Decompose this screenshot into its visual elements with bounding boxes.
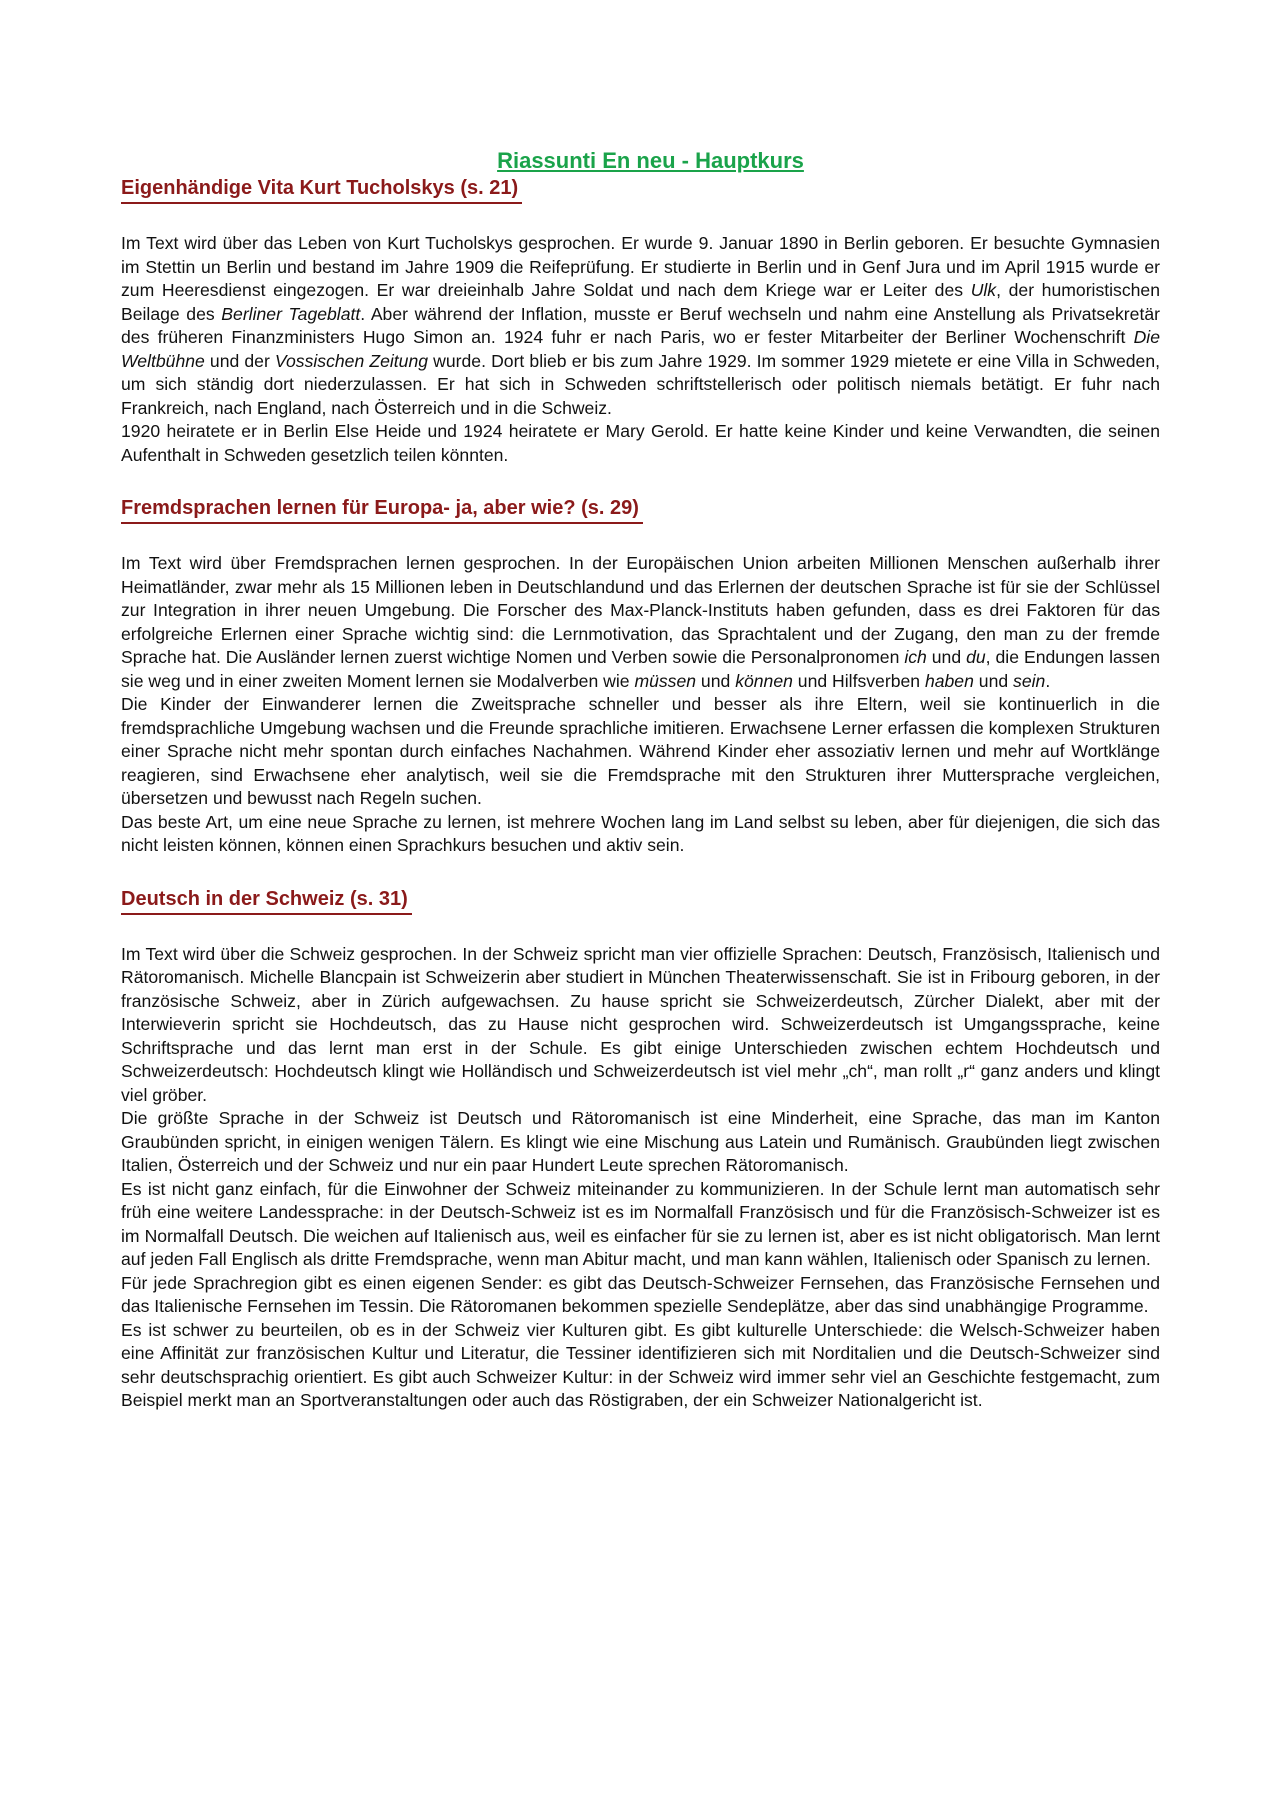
text-run: Die Kinder der Einwanderer lernen die Zweitsprache schneller und besser als ihre Eltern, weil sie kontinuerlich in die fremdsprachliche Umgebung wachsen und die Freunde sprachliche imitieren. Erwachsene Lerner erfassen die komplexen Strukturen einer Sprache nicht mehr spontan durch einfaches Nachahmen. Während Kinder eher assoziativ lernen und mehr auf Wortklänge reagieren, sind Erwachsene eher analytisch, weil sie die Fremdsprache mit den Strukturen ihrer Muttersprache vergleichen, übersetzen und bewusst nach Regeln suchen. (121, 694, 1160, 808)
section-fremdsprachen (121, 494, 1160, 858)
italic-text: Vossischen Zeitung (274, 350, 429, 371)
text-run: wurde. Dort blieb er bis zum Jahre 1929. Im sommer 1929 mietete er eine Villa in Schweden, um sich ständig dort niederzulassen. Er hat sich in Schweden schriftstellerisch oder politisch niemals betätigt. Er fuhr nach Frankreich, nach England, nach Österreich und in die Schweiz. (121, 350, 1161, 418)
italic-text: müssen (634, 670, 697, 691)
text-run: , die Endungen lassen sie weg und in einer zweiten Moment lernen sie Modalverben wie (121, 647, 1160, 691)
text-run: Das beste Art, um eine neue Sprache zu lernen, ist mehrere Wochen lang im Land selbst su leben, aber für diejenigen, die sich das nicht leisten können, können einen Sprachkurs besuchen und aktiv sein. (121, 811, 1160, 855)
italic-text: ich (904, 647, 927, 667)
italic-text: haben (924, 670, 974, 691)
paragraph (121, 420, 1160, 467)
text-run: Es ist nicht ganz einfach, für die Einwohner der Schweiz miteinander zu kommunizieren. In der Schule lernt man automatisch sehr früh eine weitere Landessprache: in der Deutsch-Schweiz ist es im Normalfall Französisch und für die Französisch-Schweizer ist es im Normalfall Deutsch. Die weichen auf Italienisch aus, weil es einfacher für sie zu lernen ist, aber es ist nicht obligatorisch. Man lernt auf jeden Fall Englisch als dritte Fremdsprache, wenn man Abitur macht, und man kann wählen, Italienisch oder Spanisch zu lernen. (121, 1178, 1160, 1269)
paragraph (121, 1319, 1160, 1413)
text-run: Im Text wird über Fremdsprachen lernen gesprochen. In der Europäischen Union arbeiten Millionen Menschen außerhalb ihrer Heimatländer, zwar mehr als 15 Millionen leben in Deutschlandund und das Erlernen der deutschen Sprache ist für sie der Schlüssel zur Integration in ihrer neuen Umgebung. Die Forscher des Max-Planck-Instituts haben gefunden, dass es drei Faktoren für das erfolgreiche Erlernen einer Sprache wichtig sind: die Lernmotivation, das Sprachtalent und der Zugang, den man zu der fremde Sprache hat. Die Ausländer lernen zuerst wichtige Nomen und Verben sowie die Personalpronomen (121, 553, 1160, 667)
text-run: und (926, 647, 967, 667)
text-run: Die größte Sprache in der Schweiz ist Deutsch und Rätoromanisch ist eine Minderheit, eine Sprache, das man im Kanton Graubünden spricht, in einigen wenigen Tälern. Es klingt wie eine Mischung aus Latein und Rumänisch. Graubünden liegt zwischen Italien, Österreich und der Schweiz und nur ein paar Hundert Leute sprechen Rätoromanisch. (121, 1108, 1160, 1175)
text-run: , der humoristischen Beilage des (121, 280, 1160, 324)
section-heading: Eigenhändige Vita Kurt Tucholskys (s. 21) (121, 174, 522, 204)
italic-text: Ulk (970, 280, 997, 300)
paragraph (121, 1178, 1160, 1272)
text-run: . Aber während der Inflation, musste er Beruf wechseln und nahm eine Anstellung als Privatsekretär des früheren Finanzministers Hugo Simon an. 1924 fuhr er nach Paris, wo er fester Mitarbeiter der Berliner Wochenschrift (121, 303, 1160, 347)
italic-text: Berliner Tageblatt (221, 303, 361, 324)
section-body (121, 232, 1160, 467)
text-run: 1920 heiratete er in Berlin Else Heide und 1924 heiratete er Mary Gerold. Er hatte keine Kinder und keine Verwandten, die seinen Aufenthalt in Schweden gesetzlich teilen könnten. (121, 421, 1160, 465)
italic-text: können (735, 670, 793, 691)
text-run: und (696, 670, 736, 691)
text-run: Im Text wird über das Leben von Kurt Tucholskys gesprochen. Er wurde 9. Januar 1890 in Berlin geboren. Er besuchte Gymnasien im Stettin un Berlin und bestand im Jahre 1909 die Reifeprüfung. Er studierte in Berlin und in Genf Jura und im April 1915 wurde er zum Heeresdienst eingezogen. Er war dreieinhalb Jahre Soldat und nach dem Kriege war er Leiter des (121, 233, 1160, 300)
text-run: und Hilfsverben (792, 670, 925, 691)
text-run: Es ist schwer zu beurteilen, ob es in der Schweiz vier Kulturen gibt. Es gibt kulturelle Unterschiede: die Welsch-Schweizer haben eine Affinität zur französischen Kultur und Literatur, die Tessiner identifizieren sich mit Norditalien und die Deutsch-Schweizer sind sehr deutschsprachig orientiert. Es gibt auch Schweizer Kultur: in der Schweiz wird immer sehr viel an Geschichte festgemacht, zum Beispiel merkt man an Sportveranstaltungen oder auch das Röstigraben, der ein Schweizer Nationalgericht ist. (121, 1319, 1160, 1410)
paragraph (121, 1107, 1160, 1178)
italic-text: du (966, 647, 986, 667)
paragraph (121, 943, 1160, 1108)
section-tucholsky (121, 174, 1160, 467)
text-run: und der (204, 350, 275, 371)
document-title: Riassunti En neu - Hauptkurs (497, 148, 804, 173)
italic-text: Die Weltbühne (121, 327, 1160, 371)
paragraph (121, 693, 1160, 811)
text-run: Für jede Sprachregion gibt es einen eigenen Sender: es gibt das Deutsch-Schweizer Fernsehen, das Französische Fernsehen und das Italienische Fernsehen im Tessin. Die Rätoromanen bekommen spezielle Sendeplätze, aber das sind unabhängige Programme. (121, 1272, 1160, 1316)
paragraph (121, 811, 1160, 858)
paragraph (121, 552, 1160, 693)
paragraph (121, 1272, 1160, 1319)
section-heading: Fremdsprachen lernen für Europa- ja, aber wie? (s. 29) (121, 494, 643, 524)
text-run: . (1045, 670, 1051, 691)
text-run: und (973, 670, 1014, 691)
paragraph (121, 232, 1160, 420)
section-body (121, 943, 1160, 1413)
section-schweiz (121, 885, 1160, 1413)
italic-text: sein (1013, 670, 1046, 691)
section-body (121, 552, 1160, 858)
text-run: Im Text wird über die Schweiz gesprochen. In der Schweiz spricht man vier offizielle Sprachen: Deutsch, Französisch, Italienisch und Rätoromanisch. Michelle Blancpain ist Schweizerin aber studiert in München Theaterwissenschaft. Sie ist in Fribourg geboren, in der französische Schweiz, aber in Zürich aufgewachsen. Zu hause spricht sie Schweizerdeutsch, Zürcher Dialekt, aber mit der Interwieverin spricht sie Hochdeutsch, das zu Hause nicht gesprochen wird. Schweizerdeutsch ist Umgangssprache, keine Schriftsprache und das lernt man erst in der Schule. Es gibt einige Unterschieden zwischen echtem Hochdeutsch und Schweizerdeutsch: Hochdeutsch klingt wie Holländisch und Schweizerdeutsch ist viel mehr „ch“, man rollt „r“ ganz anders und klingt viel gröber. (121, 943, 1160, 1105)
section-heading: Deutsch in der Schweiz (s. 31) (121, 885, 412, 915)
